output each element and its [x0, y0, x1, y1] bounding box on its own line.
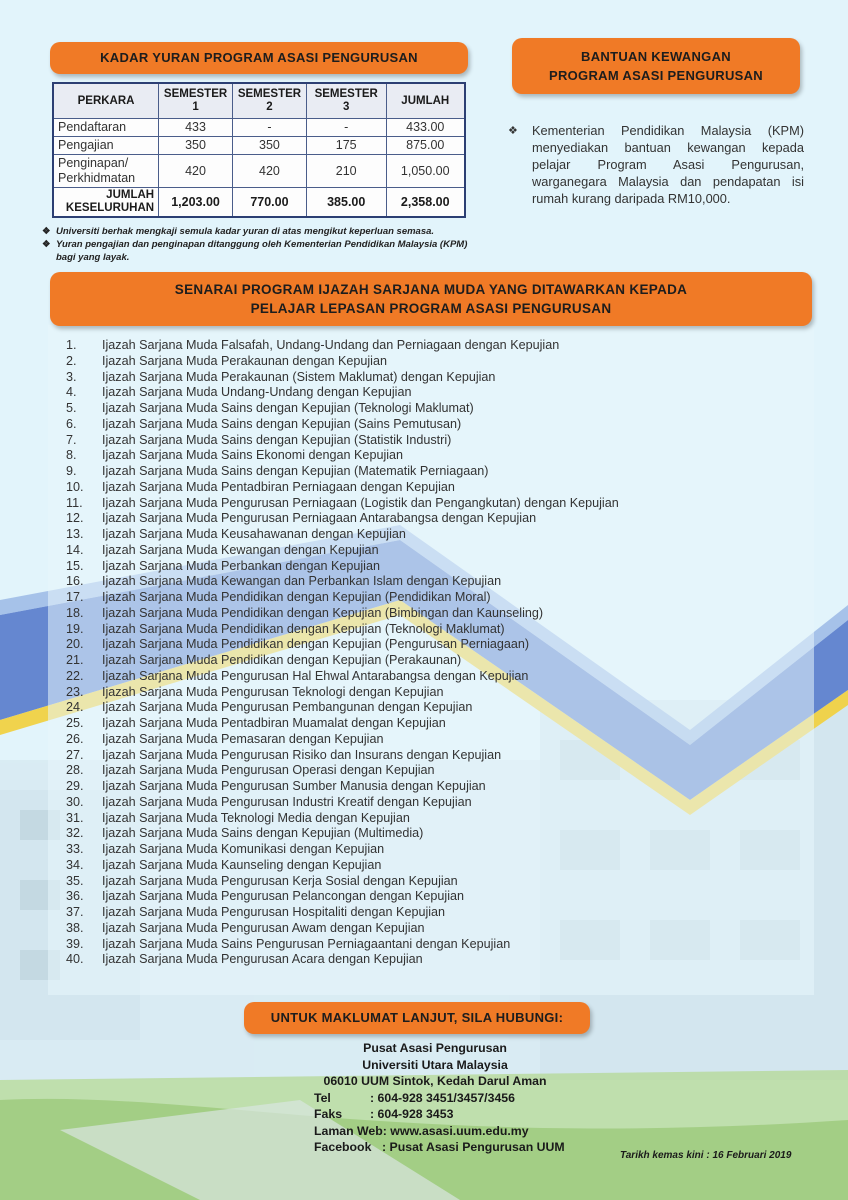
list-item: [66, 811, 619, 827]
list-item-label: Ijazah Sarjana Muda Pengurusan Teknologi dengan Kepujian: [102, 684, 444, 699]
list-item-label: Ijazah Sarjana Muda Pengurusan Industri Kreatif dengan Kepujian: [102, 794, 472, 809]
list-item-number: 23.: [66, 684, 84, 699]
list-item-label: Ijazah Sarjana Muda Sains dengan Kepujian (Multimedia): [102, 826, 424, 841]
list-item-number: 38.: [66, 920, 84, 935]
list-item: [66, 716, 619, 732]
list-item-number: 2.: [66, 353, 77, 368]
fee-cell: 210: [306, 155, 386, 188]
facebook-link[interactable]: : Pusat Asasi Pengurusan UUM: [382, 1140, 565, 1154]
fee-cell: Pengajian: [53, 137, 159, 155]
list-item-number: 8.: [66, 448, 77, 463]
list-item-label: Ijazah Sarjana Muda Sains dengan Kepujian (Statistik Industri): [102, 432, 452, 447]
list-item: [66, 464, 619, 480]
list-item-label: Ijazah Sarjana Muda Pengurusan Kerja Sosial dengan Kepujian: [102, 873, 458, 888]
list-item: [66, 779, 619, 795]
table-row: [53, 119, 465, 137]
list-item: [66, 417, 619, 433]
fee-total-cell: 770.00: [233, 188, 307, 218]
contact-tel: Tel : 604-928 3451/3457/3456: [314, 1090, 515, 1105]
contact-address: 06010 UUM Sintok, Kedah Darul Aman: [323, 1074, 547, 1088]
aid-title-line2: PROGRAM ASASI PENGURUSAN: [548, 68, 763, 83]
contact-university: Universiti Utara Malaysia: [362, 1057, 508, 1072]
list-item-number: 26.: [66, 731, 84, 746]
list-item-number: 18.: [66, 605, 84, 620]
list-item: [66, 905, 619, 921]
list-item-number: 3.: [66, 369, 77, 384]
list-item: [66, 401, 619, 417]
list-item-number: 34.: [66, 857, 84, 872]
list-item-number: 22.: [66, 668, 84, 683]
program-list: [66, 338, 619, 968]
list-item-label: Ijazah Sarjana Muda Kaunseling dengan Kepujian: [102, 857, 382, 872]
fee-cell: 420: [233, 155, 307, 188]
list-item-number: 19.: [66, 621, 84, 636]
list-item: [66, 527, 619, 543]
list-item: [66, 858, 619, 874]
fee-note: ❖ Yuran pengajian dan penginapan ditanggung oleh Kementerian Pendidikan Malaysia (KPM) bagi yang layak.: [42, 239, 468, 263]
list-item-label: Ijazah Sarjana Muda Pendidikan dengan Kepujian (Perakaunan): [102, 653, 462, 667]
fee-table: [52, 82, 466, 218]
list-item: [66, 637, 619, 653]
list-item-number: 10.: [66, 479, 84, 494]
fee-note: ❖ Universiti berhak mengkaji semula kadar yuran di atas mengikut keperluan semasa.: [42, 226, 435, 237]
list-item: [66, 937, 619, 953]
list-item-label: Ijazah Sarjana Muda Perakaunan (Sistem Maklumat) dengan Kepujian: [102, 369, 496, 384]
list-item-number: 29.: [66, 779, 84, 793]
list-item: [66, 338, 619, 354]
list-item-label: Ijazah Sarjana Muda Pendidikan dengan Kepujian (Teknologi Maklumat): [102, 621, 505, 636]
fee-total-label: JUMLAH KESELURUHAN: [53, 188, 159, 218]
fee-cell: 433.00: [386, 119, 465, 137]
list-item-number: 1.: [66, 338, 77, 352]
list-item: [66, 559, 619, 575]
list-item-number: 21.: [66, 653, 84, 667]
list-item-number: 39.: [66, 936, 84, 951]
contact-fax: Faks : 604-928 3453: [314, 1107, 454, 1121]
list-item-label: Ijazah Sarjana Muda Sains dengan Kepujian (Sains Pemutusan): [102, 416, 462, 431]
diamond-bullet-icon: ❖: [42, 226, 51, 237]
fee-cell: 1,050.00: [386, 155, 465, 188]
list-item-number: 40.: [66, 952, 84, 967]
list-item: [66, 574, 619, 590]
programs-title-line2: PELAJAR LEPASAN PROGRAM ASASI PENGURUSAN: [250, 301, 612, 316]
list-item: [66, 952, 619, 968]
aid-section-title: [512, 38, 800, 94]
fee-cell: -: [233, 119, 307, 137]
list-item: [66, 669, 619, 685]
fee-cell: Pendaftaran: [53, 119, 159, 137]
diamond-bullet-icon: ❖: [42, 239, 51, 250]
fee-cell: 350: [159, 137, 233, 155]
fee-cell: Penginapan/ Perkhidmatan: [53, 155, 159, 188]
list-item-label: Ijazah Sarjana Muda Sains Pengurusan Perniagaantani dengan Kepujian: [102, 936, 511, 951]
list-item-label: Ijazah Sarjana Muda Pengurusan Risiko dan Insurans dengan Kepujian: [102, 747, 502, 762]
list-item-number: 31.: [66, 810, 84, 825]
contact-web: Laman Web: www.asasi.uum.edu.my: [314, 1123, 529, 1138]
list-item: [66, 480, 619, 496]
list-item: [66, 795, 619, 811]
list-item-number: 20.: [66, 637, 84, 652]
diamond-bullet-icon: ❖: [508, 125, 518, 137]
list-item: [66, 826, 619, 842]
list-item-number: 12.: [66, 511, 84, 526]
fee-cell: 420: [159, 155, 233, 188]
list-item: [66, 732, 619, 748]
list-item: [66, 653, 619, 669]
list-item-label: Ijazah Sarjana Muda Pengurusan Pelancongan dengan Kepujian: [102, 889, 464, 904]
list-item: [66, 622, 619, 638]
list-item-label: Ijazah Sarjana Muda Pemasaran dengan Kepujian: [102, 731, 384, 746]
aid-description: [508, 122, 804, 207]
list-item-label: Ijazah Sarjana Muda Perakaunan dengan Kepujian: [102, 353, 387, 368]
list-item: [66, 433, 619, 449]
list-item: [66, 763, 619, 779]
fee-total-cell: 2,358.00: [386, 188, 465, 218]
contact-facebook: Facebook : Pusat Asasi Pengurusan UUM: [314, 1140, 565, 1154]
fee-header-sem3: SEMESTER 3: [306, 83, 386, 119]
fee-cell: 350: [233, 137, 307, 155]
fee-cell: 433: [159, 119, 233, 137]
table-row: [53, 155, 465, 188]
list-item-label: Ijazah Sarjana Muda Sains dengan Kepujian (Matematik Perniagaan): [102, 464, 489, 478]
list-item-label: Ijazah Sarjana Muda Pengurusan Hospitaliti dengan Kepujian: [102, 905, 446, 919]
list-item-label: Ijazah Sarjana Muda Kewangan dan Perbankan Islam dengan Kepujian: [102, 574, 502, 589]
list-item: [66, 921, 619, 937]
list-item-number: 16.: [66, 574, 84, 589]
list-item-label: Ijazah Sarjana Muda Pendidikan dengan Kepujian (Bimbingan dan Kaunseling): [102, 605, 544, 620]
table-row: [53, 137, 465, 155]
list-item: [66, 700, 619, 716]
last-updated-date: Tarikh kemas kini : 16 Februari 2019: [620, 1150, 792, 1161]
list-item-label: Ijazah Sarjana Muda Pendidikan dengan Kepujian (Pendidikan Moral): [102, 590, 491, 604]
list-item: [66, 842, 619, 858]
list-item-number: 11.: [66, 495, 83, 510]
fee-total-cell: 385.00: [306, 188, 386, 218]
list-item-number: 33.: [66, 842, 84, 856]
list-item: [66, 606, 619, 622]
fee-section-title: KADAR YURAN PROGRAM ASASI PENGURUSAN: [50, 42, 468, 74]
list-item-number: 37.: [66, 905, 84, 919]
list-item-number: 25.: [66, 716, 84, 730]
list-item-label: Ijazah Sarjana Muda Pengurusan Pembangunan dengan Kepujian: [102, 700, 473, 715]
list-item-label: Ijazah Sarjana Muda Komunikasi dengan Kepujian: [102, 842, 385, 856]
fee-total-row: [53, 188, 465, 218]
list-item-label: Ijazah Sarjana Muda Pengurusan Perniagaan Antarabangsa dengan Kepujian: [102, 511, 537, 526]
list-item-label: Ijazah Sarjana Muda Sains Ekonomi dengan Kepujian: [102, 448, 404, 463]
list-item-label: Ijazah Sarjana Muda Undang-Undang dengan Kepujian: [102, 385, 412, 400]
list-item-label: Ijazah Sarjana Muda Pengurusan Perniagaan (Logistik dan Pengangkutan) dengan Kepujian: [102, 495, 619, 510]
list-item: [66, 685, 619, 701]
list-item-number: 17.: [66, 590, 84, 604]
programs-section-title: [50, 272, 812, 326]
list-item-label: Ijazah Sarjana Muda Pengurusan Hal Ehwal Antarabangsa dengan Kepujian: [102, 668, 529, 683]
contact-details: [300, 1040, 600, 1156]
list-item: [66, 385, 619, 401]
list-item-label: Ijazah Sarjana Muda Kewangan dengan Kepujian: [102, 542, 379, 557]
list-item-label: Ijazah Sarjana Muda Pentadbiran Muamalat dengan Kepujian: [102, 716, 446, 730]
fee-cell: -: [306, 119, 386, 137]
fee-total-cell: 1,203.00: [159, 188, 233, 218]
fee-header-perkara: PERKARA: [53, 83, 159, 119]
list-item-label: Ijazah Sarjana Muda Falsafah, Undang-Undang dan Perniagaan dengan Kepujian: [102, 338, 560, 352]
list-item-number: 5.: [66, 401, 77, 415]
list-item-number: 30.: [66, 794, 84, 809]
fee-header-sem2: SEMESTER 2: [233, 83, 307, 119]
list-item: [66, 511, 619, 527]
fee-notes: [42, 225, 482, 264]
list-item-number: 24.: [66, 700, 84, 715]
list-item-label: Ijazah Sarjana Muda Pengurusan Awam dengan Kepujian: [102, 920, 425, 935]
programs-title-line1: SENARAI PROGRAM IJAZAH SARJANA MUDA YANG DITAWARKAN KEPADA: [174, 282, 688, 297]
fee-header-jumlah: JUMLAH: [386, 83, 465, 119]
list-item: [66, 496, 619, 512]
aid-title-line1: BANTUAN KEWANGAN: [581, 49, 731, 64]
list-item-number: 15.: [66, 558, 84, 573]
list-item-number: 9.: [66, 464, 77, 478]
list-item: [66, 543, 619, 559]
list-item-number: 32.: [66, 826, 84, 841]
contact-section-title: UNTUK MAKLUMAT LANJUT, SILA HUBUNGI:: [244, 1002, 590, 1034]
list-item-label: Ijazah Sarjana Muda Pengurusan Acara dengan Kepujian: [102, 952, 423, 967]
list-item-label: Ijazah Sarjana Muda Sains dengan Kepujian (Teknologi Maklumat): [102, 401, 474, 415]
fee-cell: 175: [306, 137, 386, 155]
list-item: [66, 590, 619, 606]
list-item: [66, 889, 619, 905]
list-item-number: 13.: [66, 527, 84, 541]
list-item-label: Ijazah Sarjana Muda Pendidikan dengan Kepujian (Pengurusan Perniagaan): [102, 637, 530, 652]
list-item: [66, 874, 619, 890]
website-link[interactable]: : www.asasi.uum.edu.my: [382, 1123, 529, 1138]
list-item-label: Ijazah Sarjana Muda Teknologi Media dengan Kepujian: [102, 810, 410, 825]
list-item-number: 14.: [66, 542, 84, 557]
list-item-label: Ijazah Sarjana Muda Pengurusan Sumber Manusia dengan Kepujian: [102, 779, 486, 793]
list-item-label: Ijazah Sarjana Muda Pengurusan Operasi dengan Kepujian: [102, 763, 435, 778]
list-item: [66, 448, 619, 464]
list-item-label: Ijazah Sarjana Muda Pentadbiran Perniagaan dengan Kepujian: [102, 479, 455, 494]
list-item-label: Ijazah Sarjana Muda Perbankan dengan Kepujian: [102, 558, 380, 573]
list-item-label: Ijazah Sarjana Muda Keusahawanan dengan Kepujian: [102, 527, 406, 541]
aid-text: Kementerian Pendidikan Malaysia (KPM) menyediakan bantuan kewangan kepada pelajar Program Asasi Pengurusan, warganegara Malaysia dan pendapatan isi rumah kurang daripada RM10,000.: [532, 123, 804, 206]
list-item: [66, 748, 619, 764]
fee-cell: 875.00: [386, 137, 465, 155]
list-item-number: 36.: [66, 889, 84, 904]
list-item: [66, 354, 619, 370]
list-item-number: 6.: [66, 416, 77, 431]
list-item-number: 35.: [66, 873, 84, 888]
list-item-number: 7.: [66, 432, 77, 447]
contact-org: Pusat Asasi Pengurusan: [363, 1041, 507, 1055]
fee-header-sem1: SEMESTER 1: [159, 83, 233, 119]
list-item: [66, 370, 619, 386]
list-item-number: 28.: [66, 763, 84, 778]
list-item-number: 4.: [66, 385, 77, 400]
list-item-number: 27.: [66, 747, 84, 762]
fee-table-header: [53, 83, 465, 119]
fee-table-container: [52, 82, 466, 218]
